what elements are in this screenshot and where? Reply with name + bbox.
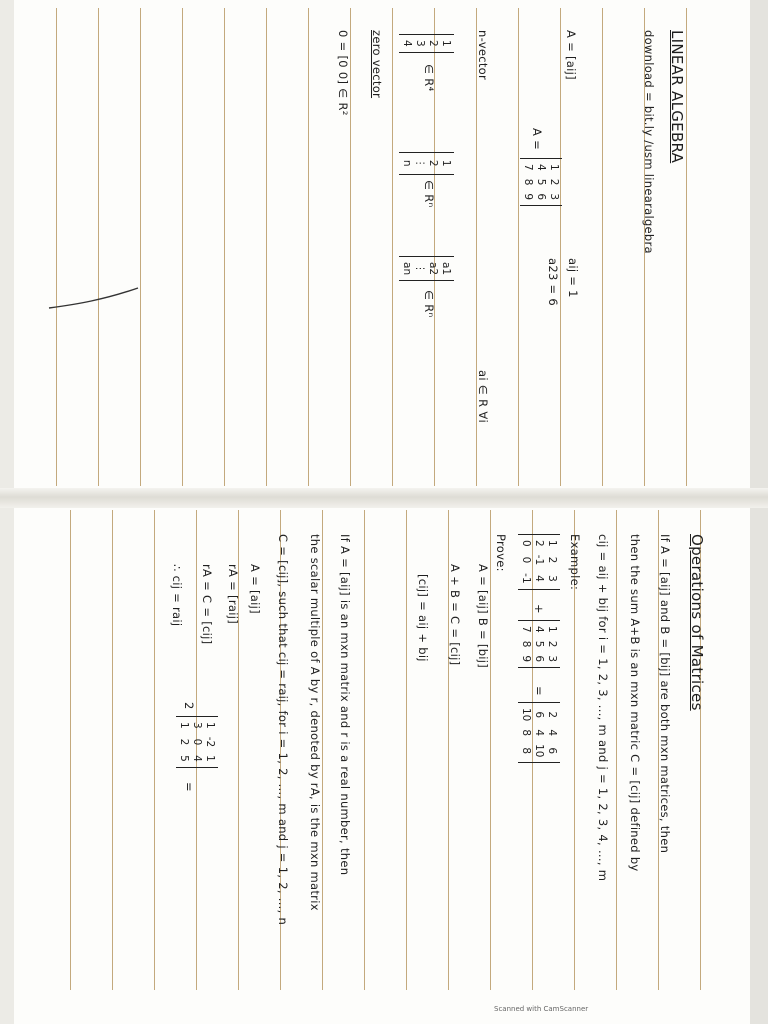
vector-rn [399, 152, 454, 175]
matrix-entry: 9 [521, 193, 534, 201]
scalar-line-2: the scalar multiple of A by r, denoted by rA, is the mxn matrix [308, 534, 322, 911]
operations-title: Operations of Matrices [688, 534, 706, 711]
zero-vector-definition: 0 = [0 0] ∈ R² [336, 30, 350, 116]
scalar-step-2: rA = [raij] [226, 564, 240, 624]
matrix-entry: 1 [440, 40, 452, 47]
a-matrix [520, 158, 562, 206]
example-matrix-1 [518, 534, 560, 590]
example-matrix-2 [518, 620, 560, 668]
matrix-entry: 1 [546, 540, 558, 547]
vector-a-suffix: ∈ Rⁿ [422, 290, 436, 318]
scalar-example-prefix: 2 [182, 702, 196, 710]
scalar-line-3: C = [cij], such that cij = raij, for i = 1, 2, ..., m and j = 1, 2, ..., n [276, 534, 290, 926]
matrix-entry: 5 [177, 755, 190, 762]
matrix-entry: -1 [532, 554, 545, 566]
proof-line-3: [cij] = aij + bij [416, 574, 430, 662]
matrix-entry: 4 [546, 729, 558, 737]
matrix-entry: 4 [400, 40, 413, 47]
proof-heading: Prove: [494, 534, 508, 572]
matrix-entry: 4 [534, 164, 547, 171]
a-definition: A = [aij] [564, 30, 578, 80]
matrix-entry: 0 [519, 556, 532, 564]
matrix-entry: 6 [532, 655, 545, 663]
matrix-entry: 2 [546, 711, 558, 719]
matrix-entry: 3 [548, 193, 560, 201]
scalar-step-4: ∴ cij = raij [170, 564, 184, 627]
example-plus: + [532, 604, 546, 614]
vector-a [399, 256, 454, 281]
matrix-entry: 1 [204, 722, 216, 729]
matrix-entry: 2 [546, 640, 558, 648]
scalar-example-matrix [176, 716, 218, 768]
scanner-watermark: Scanned with CamScanner [494, 1005, 589, 1013]
example-heading: Example: [568, 534, 582, 591]
matrix-entry: 4 [532, 575, 545, 582]
sum-line-1: If A = [aij] and B = [bij] are both mxn matrices, then [658, 534, 672, 854]
matrix-entry: 10 [532, 744, 545, 758]
scalar-example-equals: = [182, 782, 196, 792]
scalar-step-3: rA = C = [cij] [200, 564, 214, 645]
matrix-entry: 2 [546, 556, 558, 564]
matrix-entry: 3 [546, 575, 558, 582]
matrix-entry: 7 [521, 164, 534, 171]
zero-vector-heading: zero vector [370, 30, 384, 99]
a-entry-1: aij = 1 [566, 258, 580, 298]
example-matrix-3 [518, 702, 560, 763]
matrix-entry: 3 [546, 655, 558, 663]
matrix-entry: an [400, 262, 413, 276]
vector-r4 [399, 34, 454, 53]
bottom-half-notes [16, 520, 716, 1000]
example-equals: = [532, 686, 546, 696]
matrix-entry: a1 [440, 262, 452, 276]
scalar-step-1: A = [aij] [248, 564, 262, 614]
matrix-entry: 4 [532, 626, 545, 633]
matrix-entry: 4 [190, 755, 203, 762]
a-matrix-label: A = [530, 128, 544, 151]
title: LINEAR ALGEBRA [668, 30, 686, 164]
matrix-entry: 0 [190, 738, 203, 746]
matrix-entry: -2 [204, 736, 216, 748]
top-half-notes [0, 20, 700, 500]
page-right-edge [750, 0, 768, 1024]
matrix-entry: ⋮ [413, 263, 426, 274]
matrix-entry: 6 [532, 711, 545, 719]
a-entry-2: a23 = 6 [546, 258, 560, 307]
matrix-entry: 1 [204, 755, 216, 762]
matrix-entry: 4 [532, 729, 545, 737]
matrix-entry: 1 [548, 164, 560, 171]
matrix-entry: 9 [519, 655, 532, 663]
matrix-entry: 6 [534, 193, 547, 201]
matrix-entry: 7 [519, 626, 532, 633]
proof-line-2: A + B = C = [cij] [448, 564, 462, 666]
vector-rn-suffix: ∈ Rⁿ [422, 180, 436, 208]
matrix-entry: ⋮ [413, 158, 426, 169]
matrix-entry: 6 [546, 747, 558, 755]
sum-line-2: then the sum A+B is an mxn matric C = [cij] defined by [628, 534, 642, 872]
n-vector-heading: n-vector [476, 30, 490, 81]
vector-r4-suffix: ∈ R⁴ [422, 64, 436, 92]
download-link-text: download = bit.ly /usm linearalgebra [642, 30, 656, 254]
proof-line-1: A = [aij] B = [bij] [476, 564, 490, 669]
matrix-entry: 2 [426, 40, 439, 47]
matrix-entry: 2 [532, 540, 545, 547]
matrix-entry: 8 [519, 729, 532, 737]
matrix-entry: 2 [548, 178, 560, 186]
matrix-entry: 8 [519, 747, 532, 755]
matrix-entry: 5 [534, 178, 547, 186]
matrix-entry: 1 [177, 722, 190, 729]
matrix-entry: 0 [519, 540, 532, 547]
matrix-entry: 5 [532, 640, 545, 648]
matrix-entry: 10 [519, 708, 532, 722]
sum-line-3: cij = aij + bij for i = 1, 2, 3, ..., m and j = 1, 2, 3, 4, ..., m [596, 534, 610, 882]
matrix-entry: 3 [413, 40, 426, 47]
matrix-entry: 3 [190, 722, 203, 729]
matrix-entry: n [400, 159, 413, 167]
matrix-entry: -1 [519, 573, 532, 584]
matrix-entry: a2 [426, 262, 439, 276]
ai-in-r: ai ∈ R ∀i [476, 370, 490, 423]
matrix-entry: 8 [521, 178, 534, 186]
matrix-entry: 1 [546, 626, 558, 633]
scalar-line-1: If A = [aij] is an mxn matrix and r is a real number, then [338, 534, 352, 876]
matrix-entry: 8 [519, 640, 532, 648]
matrix-entry: 2 [426, 159, 439, 167]
matrix-entry: 1 [440, 159, 452, 167]
matrix-entry: 2 [177, 738, 190, 746]
